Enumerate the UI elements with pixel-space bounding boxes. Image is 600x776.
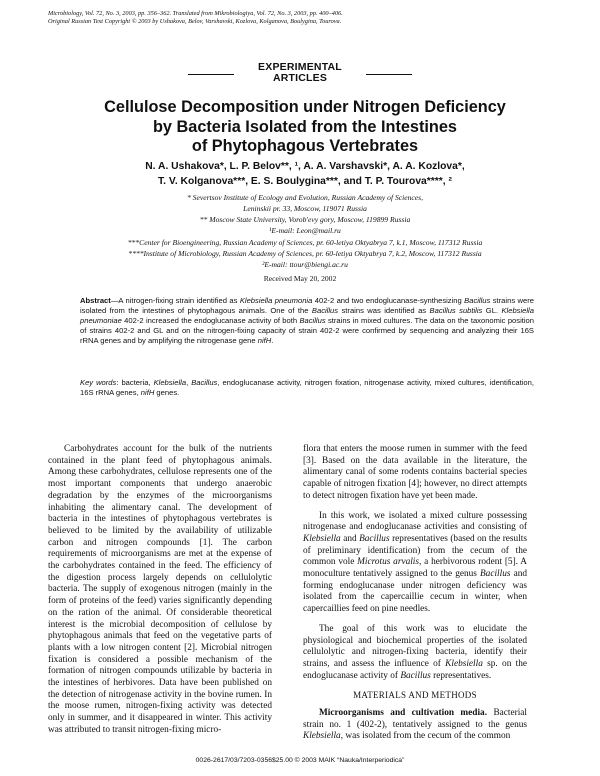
keywords-label: Key words xyxy=(80,378,117,387)
species-name: Microtus arvalis xyxy=(357,557,420,568)
body-paragraph xyxy=(303,511,527,616)
body-text: , was isolated from the cecum of the common xyxy=(340,731,511,742)
journal-citation-line: Microbiology, Vol. 72, No. 3, 2003, pp. 356–362. Translated from Mikrobiologiya, Vol. 72, No. 3, 2003, pp. 400–406. xyxy=(48,10,343,17)
body-paragraph xyxy=(303,624,527,683)
genus-name: Klebsiella xyxy=(303,533,341,544)
species-name: Bacillus subtilis xyxy=(429,305,483,315)
genus-name: Bacillus xyxy=(464,296,491,305)
body-text: sp. on the endoglucanase activity of xyxy=(303,658,527,681)
section-label-articles: ARTICLES xyxy=(272,72,328,84)
keywords-text: , xyxy=(186,378,192,387)
affiliation-msu: ** Moscow State University, Vorob'evy gory, Moscow, 119899 Russia xyxy=(199,215,411,224)
genus-name: Bacillus xyxy=(480,569,511,580)
affiliation-microbiology: ****Institute of Microbiology, Russian Academy of Sciences, pr. 60-letiya Oktyabrya 7, k.2, Moscow, 117312 Russia xyxy=(128,249,482,258)
gene-name: nifH xyxy=(257,335,272,345)
title-line: by Bacteria Isolated from the Intestines xyxy=(152,117,457,136)
body-text: Bacterial strain no. 1 (402-2), tentatively assigned to the genus xyxy=(303,708,527,730)
abstract-text: strains in mixed cultures. The data on the taxonomic position of strains 402-2 and GL and on the nitrogen-fixing capacity of strain 402-2 were confirmed by sequencing and analyzing their 16S rRNA genes and by amplifying the nitrogenase gene xyxy=(80,315,534,345)
section-rule-left xyxy=(188,74,234,75)
journal-header xyxy=(48,10,568,26)
subsection-heading: Microorganisms and cultivation media. xyxy=(319,708,488,719)
section-heading-materials-methods: MATERIALS AND METHODS xyxy=(353,690,477,701)
keywords xyxy=(80,378,534,398)
genus-name: Bacillus xyxy=(299,315,326,325)
body-text: and forming endoglucanase under nitrogen deficiency was isolated from the capercaillie cecum in winter, when capercaillies feed on pine needles. xyxy=(303,569,527,615)
genus-name: Bacillus xyxy=(400,670,431,681)
received-date: Received May 20, 2002 xyxy=(263,274,337,283)
keyword-genus: Klebsiella xyxy=(153,378,187,387)
email-1: ¹E-mail: Leon@mail.ru xyxy=(269,226,341,235)
abstract-text: strains were isolated from the intestines of phytophagous animals. One of the xyxy=(80,296,534,315)
keywords-text: : bacteria, xyxy=(116,378,154,387)
body-column-right xyxy=(303,444,527,743)
email-2: ²E-mail: ttour@biengi.ac.ru xyxy=(262,260,348,269)
genus-name: Klebsiella xyxy=(445,658,483,669)
abstract-text: strains was identified as xyxy=(338,305,430,315)
authors-line: T. V. Kolganova***, E. S. Boulygina***, and T. P. Tourova****, ² xyxy=(158,176,452,187)
abstract xyxy=(80,296,534,346)
abstract-text: GL. xyxy=(482,305,502,315)
keywords-text: , endoglucanase activity, nitrogen fixation, nitrogenase activity, mixed cultures, identification, 16S rRNA genes, xyxy=(80,378,534,397)
body-paragraph: Carbohydrates account for the bulk of the nutrients contained in the plant feed of phytophagous animals. Among these carbohydrates, cellulose represents one of the most important components that undergo anaerobic degradation by the enzymes of the microorganisms inhabiting the alimentary canal. The development of bacteria in the intestines of phytophagous vertebrates is believed to be limited by the availability of utilizable carbon and nitrogen compounds [1]. The carbon requirements of microorganisms are met at the expense of the carbohydrates contained in the feed. The efficiency of the digestion process largely depends on cellulolytic bacteria. The supply of exogenous nitrogen (mainly in the form of proteins of the feed) varies significantly depending on the ration of the animal. Of considerable theoretical interest is the microbial decomposition of cellulose by phytophagous animals that feed on the vegetative parts of plants with a low nitrogen content [2]. Microbial nitrogen fixation is considered a possible mechanism of the formation of nitrogen compounds utilizable by bacteria in the intestines of herbivores. Data have been published on the detection of nitrogenase activity in the bovine rumen. In the moose rumen, nitrogen-fixing activity was detected only in summer, and it disappeared in winter. This activity was attributed to transit nitrogen-fixing micro- xyxy=(48,444,272,735)
body-text: and xyxy=(340,533,360,544)
affiliation-line: Leninskii pr. 33, Moscow, 119071 Russia xyxy=(243,203,367,213)
body-paragraph: flora that enters the moose rumen in summer with the feed [3]. Based on the data available in the literature, the alimentary canal of some rodents contains bacterial species capable of nitrogen fixation [4]; however, no direct attempts to detect nitrogen fixation have yet been made. xyxy=(303,444,527,501)
abstract-text: 402-2 and two endoglucanase-synthesizing xyxy=(312,296,465,305)
body-text: In this work, we isolated a mixed culture possessing nitrogenase and endoglucanase activities and consisting of xyxy=(303,510,527,533)
title-line: of Phytophagous Vertebrates xyxy=(191,137,419,155)
species-name: Klebsiella pneumoniae xyxy=(80,305,534,325)
genus-name: Bacillus xyxy=(311,305,339,315)
section-rule-right xyxy=(366,74,412,75)
affiliation-line: * Severtsov Institute of Ecology and Evolution, Russian Academy of Sciences, xyxy=(186,193,424,202)
body-text: representatives. xyxy=(430,670,492,681)
species-name: Klebsiella pneumonia xyxy=(239,296,313,305)
affiliation-bioengineering: ***Center for Bioengineering, Russian Academy of Sciences, pr. 60-letiya Oktyabrya 7, k.1, Moscow, 117312 Russia xyxy=(127,238,483,247)
copyright-line: Original Russian Text Copyright © 2003 by Ushakova, Belov, Varshavski, Kozlova, Kolganova, Boulygina, Tourova. xyxy=(48,18,342,25)
body-text: , a herbivorous rodent [5]. A monoculture tentatively assigned to the genus xyxy=(303,557,527,580)
genus-name: Bacillus xyxy=(359,533,390,544)
abstract-text: . xyxy=(271,335,274,345)
affiliation-severtsov xyxy=(40,193,570,214)
footer-copyright: 0026-2617/03/7203-0356$25.00 © 2003 MAIK “Nauka/Interperiodica” xyxy=(195,757,405,764)
body-paragraph xyxy=(303,708,527,743)
author-list xyxy=(40,159,570,189)
body-text: representatives (based on the results of preliminary identification) from the cecum of the common vole xyxy=(303,533,527,568)
keyword-gene: nifH xyxy=(140,387,155,397)
section-label-experimental: EXPERIMENTAL xyxy=(258,61,342,73)
abstract-text: 402-2 increased the endoglucanase activity of both xyxy=(121,315,300,325)
keywords-text: genes. xyxy=(154,387,180,397)
body-text: The goal of this work was to elucidate the physiological and biochemical properties of the isolated cellulolytic and nitrogen-fixing bacteria, identify their strains, and assess the influence of xyxy=(303,623,527,669)
article-title xyxy=(40,98,570,157)
abstract-text: —A nitrogen-fixing strain identified as xyxy=(110,296,240,305)
authors-line: N. A. Ushakova*, L. P. Belov**, ¹, A. A. Varshavski*, A. A. Kozlova*, xyxy=(145,161,465,172)
keyword-genus: Bacillus xyxy=(191,378,218,387)
title-line: Cellulose Decomposition under Nitrogen Deficiency xyxy=(104,98,506,116)
genus-name: Klebsiella xyxy=(303,731,341,742)
abstract-label: Abstract xyxy=(80,296,111,305)
body-column-left xyxy=(48,444,272,737)
